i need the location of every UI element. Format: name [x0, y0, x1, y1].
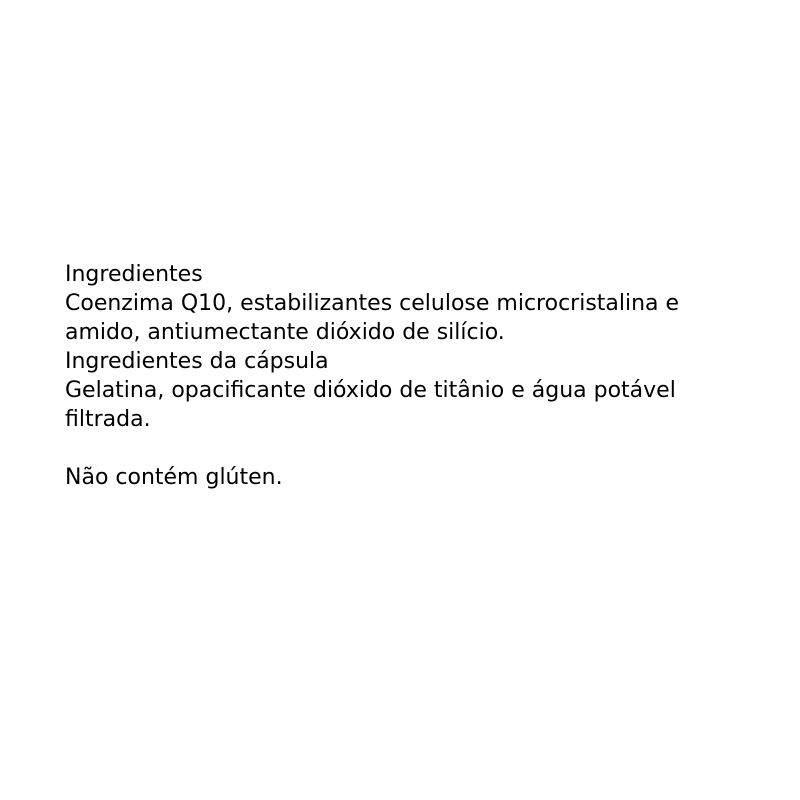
ingredients-heading: Ingredientes — [65, 262, 203, 287]
ingredients-label — [65, 260, 679, 492]
ingredients-body-line-1: Coenzima Q10, estabilizantes celulose microcristalina e — [65, 291, 680, 316]
ingredients-body-line-2: amido, antiumectante dióxido de silício. — [65, 320, 505, 345]
gluten-free-note: Não contém glúten. — [65, 465, 283, 490]
capsule-ingredients-body-line-1: Gelatina, opacificante dióxido de titânio e água potável — [65, 378, 676, 403]
blank-line — [65, 434, 679, 463]
capsule-ingredients-heading: Ingredientes da cápsula — [65, 349, 329, 374]
capsule-ingredients-body-line-2: filtrada. — [65, 407, 151, 432]
